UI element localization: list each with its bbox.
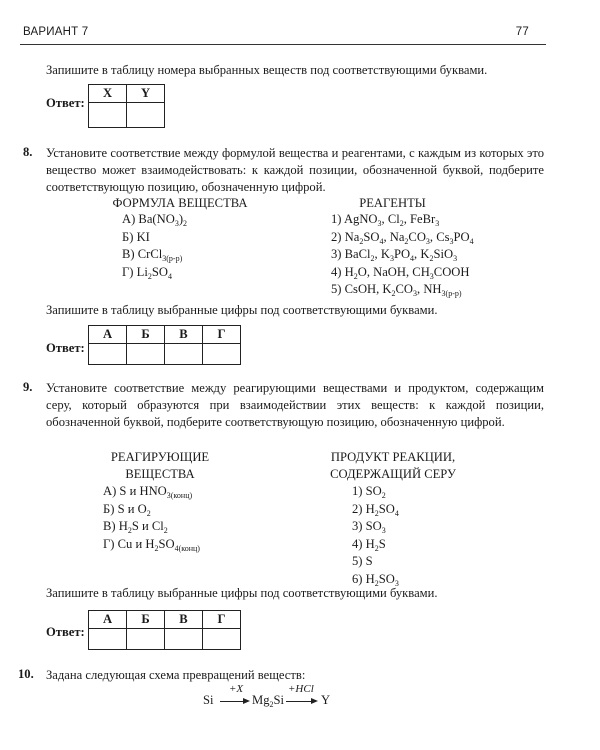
q9-instruction: Запишите в таблицу выбранные цифры под соответствующими буквами.: [46, 586, 438, 600]
answer-cell-x[interactable]: [89, 103, 127, 128]
q8-header-d: Г: [203, 326, 241, 344]
q8-formula-a: А) $Ba(NO_3)_2$: [122, 212, 188, 228]
question-9-text: Установите соответствие между реагирующими веществами и продуктом, содержащим серу, который образуются при взаимодействии этих веществ: к каждой позиции, обозначенной буквой, подберите соответствующую позицию, обозначенную цифрой.: [46, 381, 544, 429]
q8-reagent-5: 5) CsOH, $K_2CO_3$, $NH_{3(р-р)}$: [331, 282, 462, 298]
q9-answer-cell-a[interactable]: [89, 629, 127, 650]
scheme-middle: $Mg_2Si$: [252, 693, 285, 709]
question-9-number: 9.: [23, 380, 33, 394]
scheme-arrow-2-head: [311, 698, 318, 704]
q9-left-header: [90, 449, 230, 483]
question-8-number: 8.: [23, 145, 33, 159]
q9-answer-table: [88, 610, 241, 650]
q8-header-b: Б: [127, 326, 165, 344]
q9-product-1: 1) $SO_2$: [352, 484, 386, 500]
q9-header-d: Г: [203, 611, 241, 629]
q9-answer-label: Ответ:: [46, 625, 85, 639]
q9-reactant-b: Б) S и $O_2$: [103, 501, 151, 518]
q9-reactant-list: [103, 483, 200, 553]
q8-answer-cell-b[interactable]: [127, 344, 165, 365]
q9-left-header-line1: РЕАГИРУЮЩИЕ: [110, 450, 210, 464]
q8-header-a: А: [89, 326, 127, 344]
q8-reagent-4: 4) $H_2O$, NaOH, $CH_3COOH$: [331, 264, 470, 281]
q8-instruction: Запишите в таблицу выбранные цифры под соответствующими буквами.: [46, 303, 438, 317]
page-number: 77: [515, 26, 529, 38]
answer-table-xy: [88, 84, 165, 128]
q8-reagent-2: 2) $Na_2SO_4$, $Na_2CO_3$, $Cs_3PO_4$: [331, 229, 474, 246]
question-8-text: Установите соответствие между формулой вещества и реагентами, с каждым из которых это вещество может взаимодействовать: к каждой позиции, обозначенной буквой, подберите соответствующую позицию, обозначенную цифрой.: [46, 146, 544, 194]
q9-header-c: В: [165, 611, 203, 629]
q9-answer-cell-c[interactable]: [165, 629, 203, 650]
q8-answer-cell-c[interactable]: [165, 344, 203, 365]
header-divider: [20, 44, 546, 45]
intro-instruction: Запишите в таблицу номера выбранных веществ под соответствующими буквами.: [46, 63, 488, 77]
q8-formula-b: Б) KI: [122, 229, 150, 244]
scheme-reagent-1: +X: [229, 683, 244, 695]
q8-reagent-list: [331, 211, 474, 299]
q9-reactant-d: Г) Cu и $H_2SO_{4(конц)}$: [103, 536, 200, 553]
scheme-end: Y: [321, 693, 331, 707]
scheme-arrow-2-line: [286, 701, 312, 702]
q9-product-4: 4) $H_2S$: [352, 536, 386, 553]
q8-left-header: ФОРМУЛА ВЕЩЕСТВА: [112, 196, 248, 210]
q9-header-b: Б: [127, 611, 165, 629]
scheme-start: Si: [203, 693, 214, 707]
q9-right-header-line2: СОДЕРЖАЩИЙ СЕРУ: [330, 467, 456, 481]
q9-product-2: 2) $H_2SO_4$: [352, 501, 399, 518]
q8-answer-label: Ответ:: [46, 341, 85, 355]
q8-answer-cell-a[interactable]: [89, 344, 127, 365]
q9-right-header-line1: ПРОДУКТ РЕАКЦИИ,: [330, 450, 456, 464]
q9-product-6: 6) $H_2SO_3$: [352, 571, 399, 588]
table-header-x: X: [89, 85, 127, 103]
table-header-y: Y: [127, 85, 165, 103]
q9-reactant-a: А) S и $HNO_{3(конц)}$: [103, 484, 193, 500]
q8-reagent-3: 3) BaCl$_2$, $K_3PO_4$, $K_2SiO_3$: [331, 247, 458, 263]
answer-cell-y[interactable]: [127, 103, 165, 128]
q8-answer-table: [88, 325, 241, 365]
question-10-text: Задана следующая схема превращений веществ:: [46, 668, 306, 682]
scheme-arrow-1-head: [243, 698, 250, 704]
q8-answer-cell-d[interactable]: [203, 344, 241, 365]
q9-product-list: [352, 483, 399, 588]
q8-reagent-1: 1) AgNO$_3$, $Cl_2$, FeBr$_3$: [331, 212, 440, 228]
q8-formula-c: В) CrCl$_{3(р-р)}$: [122, 247, 183, 263]
q8-formula-d: Г) $Li_2SO_4$: [122, 264, 172, 281]
q9-product-5: 5) S: [352, 554, 373, 568]
q8-right-header: РЕАГЕНТЫ: [359, 196, 426, 210]
page-header-variant: ВАРИАНТ 7: [23, 26, 89, 38]
q9-product-3: 3) $SO_3$: [352, 519, 386, 535]
q9-answer-cell-b[interactable]: [127, 629, 165, 650]
q9-right-header: [318, 449, 468, 483]
answer-label: Ответ:: [46, 96, 85, 110]
q9-answer-cell-d[interactable]: [203, 629, 241, 650]
q8-header-c: В: [165, 326, 203, 344]
scheme-arrow-1-line: [220, 701, 244, 702]
q9-left-header-line2: ВЕЩЕСТВА: [125, 467, 195, 481]
q9-header-a: А: [89, 611, 127, 629]
scheme-reagent-2: +HCl: [288, 683, 314, 695]
question-10-number: 10.: [18, 667, 34, 681]
q8-formula-list: [122, 211, 187, 281]
q9-reactant-c: В) $H_2S$ и $Cl_2$: [103, 519, 168, 535]
